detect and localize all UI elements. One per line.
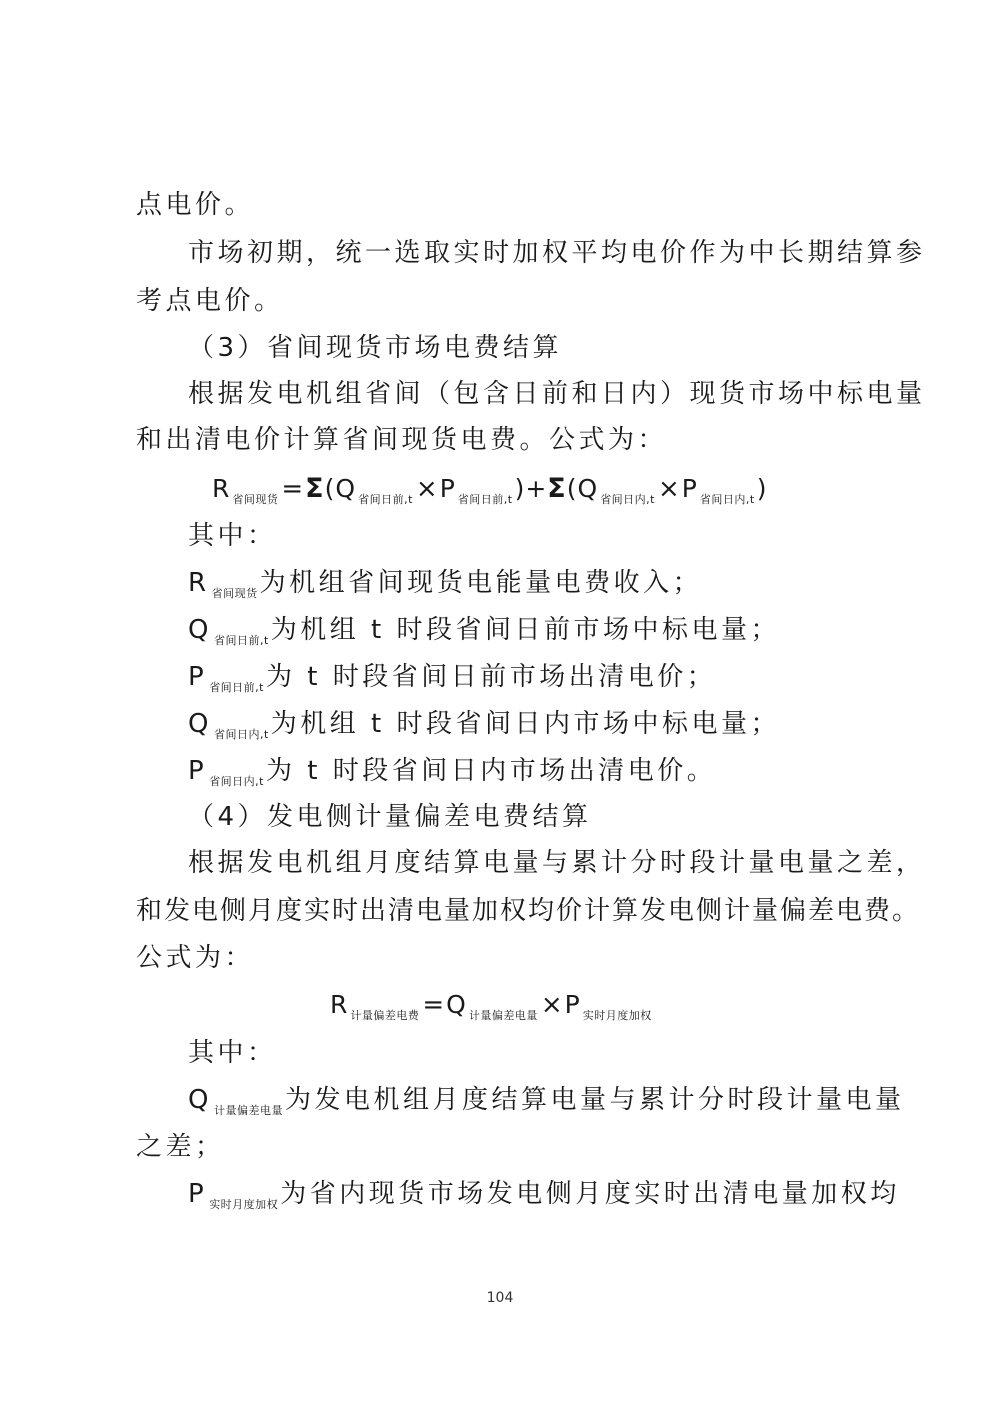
definition-line — [188, 1083, 905, 1122]
formula-subscript: 计量偏差电量 — [468, 1009, 538, 1022]
paragraph-line: 市场初期，统一选取实时加权平均电价作为中长期结算参 — [188, 238, 926, 268]
definition-text: 为机组 t 时段省间日前市场中标电量； — [270, 615, 781, 645]
formula-subscript: 计量偏差电量 — [213, 1104, 283, 1117]
formula-subscript: 计量偏差电费 — [350, 1009, 420, 1022]
definition-text: 为发电机组月度结算电量与累计分时段计量电量 — [284, 1085, 905, 1115]
formula-subscript: 省间日内,t — [213, 728, 269, 741]
formula-symbol: P — [188, 1179, 208, 1209]
formula-subscript: 实时月度加权 — [582, 1009, 652, 1022]
formula-symbol: Q — [446, 990, 467, 1019]
formula-symbol: Q — [335, 474, 357, 503]
definition-text: 为 t 时段省间日前市场出清电价； — [266, 662, 717, 692]
formula-interprovincial-spot — [212, 472, 767, 511]
formula-paren: ( — [324, 474, 336, 503]
formula-subscript: 省间日内,t — [600, 493, 655, 506]
formula-subscript: 省间日前,t — [213, 634, 269, 647]
formula-subscript: 省间日前,t — [209, 681, 264, 694]
paragraph-line: 之差； — [136, 1132, 225, 1162]
paragraph-line: 公式为： — [136, 943, 255, 973]
section-heading: （3）省间现货市场电费结算 — [188, 333, 563, 363]
paragraph-line: 考点电价。 — [136, 286, 284, 316]
formula-operator: × — [658, 474, 681, 504]
paragraph-line: 其中： — [188, 1038, 277, 1068]
section-heading: （4）发电侧计量偏差电费结算 — [188, 802, 592, 832]
paragraph-line: 根据发电机组月度结算电量与累计分时段计量电量之差， — [188, 848, 926, 878]
formula-symbol: P — [681, 474, 698, 503]
formula-symbol: R — [188, 568, 210, 598]
formula-subscript: 省间日前,t — [358, 493, 413, 506]
definition-text: 为省内现货市场发电侧月度实时出清电量加权均 — [280, 1179, 900, 1209]
formula-symbol: R — [212, 474, 231, 503]
definition-line — [188, 566, 880, 605]
formula-subscript: 实时月度加权 — [209, 1198, 279, 1211]
paragraph-line: 和出清电价计算省间现货电费。公式为： — [136, 425, 668, 455]
formula-subscript: 省间日前,t — [457, 493, 513, 506]
formula-metering-deviation — [330, 988, 654, 1027]
formula-symbol: Q — [577, 474, 599, 503]
definition-line — [188, 754, 880, 793]
formula-symbol: P — [439, 474, 456, 503]
definition-line — [188, 707, 880, 746]
definition-text: 为 t 时段省间日内市场出清电价。 — [266, 756, 717, 786]
formula-symbol: P — [564, 990, 581, 1019]
formula-subscript: 省间现货 — [232, 493, 279, 506]
definition-line — [188, 660, 880, 699]
paragraph-line: 其中： — [188, 521, 277, 551]
paragraph-line: 和发电侧月度实时出清电量加权均价计算发电侧计量偏差电费。 — [136, 896, 921, 926]
definition-line — [188, 1177, 900, 1216]
formula-subscript: 省间日内,t — [209, 775, 264, 788]
formula-operator: × — [415, 474, 439, 504]
formula-paren: ) — [756, 474, 768, 503]
sigma-symbol: Σ — [547, 473, 567, 504]
definition-line — [188, 613, 880, 652]
formula-symbol: Q — [188, 615, 212, 645]
paragraph-line: 点电价。 — [136, 190, 255, 220]
formula-symbol: P — [188, 662, 208, 692]
formula-subscript: 省间日内,t — [699, 493, 755, 506]
formula-operator: = — [422, 990, 446, 1020]
page-number: 104 — [486, 1290, 514, 1306]
formula-paren: ( — [566, 474, 578, 503]
formula-symbol: P — [188, 756, 208, 786]
sigma-symbol: Σ — [305, 473, 325, 504]
formula-operator: )+ — [514, 474, 548, 503]
paragraph-line: 根据发电机组省间（包含日前和日内）现货市场中标电量 — [188, 379, 926, 409]
formula-symbol: Q — [188, 1085, 212, 1115]
formula-operator: × — [540, 990, 564, 1020]
formula-symbol: R — [330, 990, 349, 1019]
formula-symbol: Q — [188, 709, 212, 739]
formula-subscript: 省间现货 — [211, 587, 258, 600]
definition-text: 为机组 t 时段省间日内市场中标电量； — [270, 709, 781, 739]
definition-text: 为机组省间现货电能量电费收入； — [259, 568, 703, 598]
formula-operator: = — [281, 474, 305, 504]
